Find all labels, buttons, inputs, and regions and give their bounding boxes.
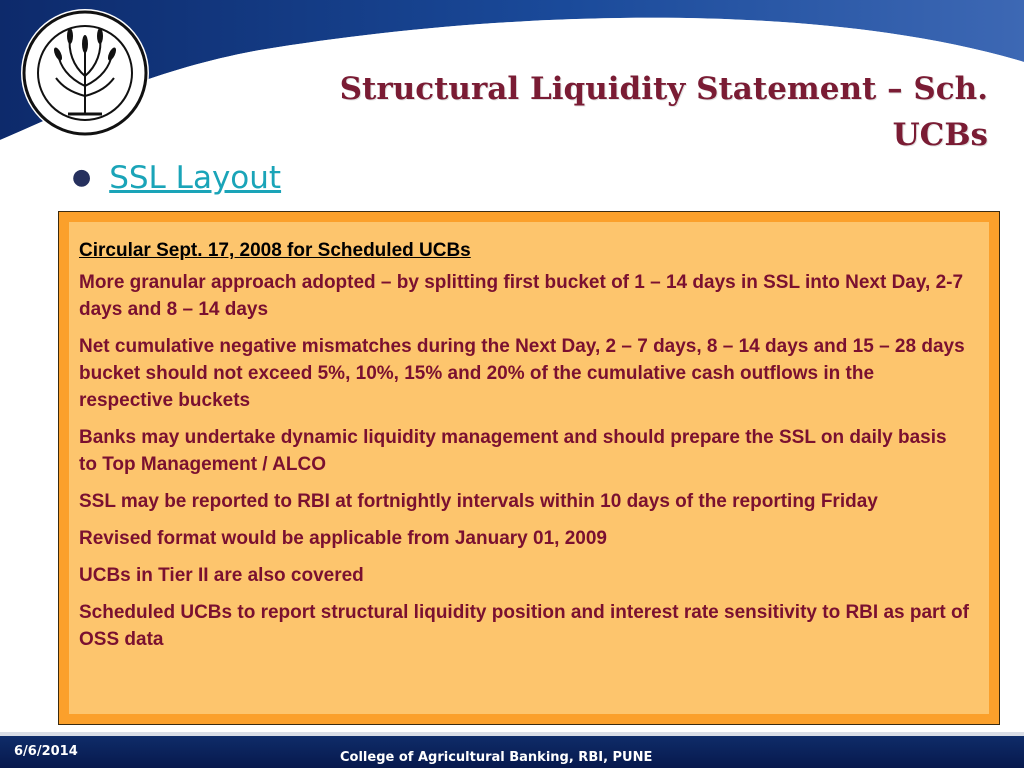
footer-date: 6/6/2014 <box>14 744 78 759</box>
slide-title-line2: UCBs <box>892 117 988 153</box>
footer-organization: College of Agricultural Banking, RBI, PUNE <box>340 750 653 765</box>
content-box <box>58 211 1000 725</box>
box-paragraph: UCBs in Tier II are also covered <box>79 565 364 586</box>
slide-title <box>288 66 988 158</box>
box-paragraph: Net cumulative negative mismatches during the Next Day, 2 – 7 days, 8 – 14 days and 15 – 28 days bucket should not exceed 5%, 10%, 15% and 20% of the cumulative cash outflows in the respective buckets <box>79 336 965 411</box>
bullet-dot-icon: ● <box>72 165 92 190</box>
box-paragraph: Banks may undertake dynamic liquidity management and should prepare the SSL on daily basis to Top Management / ALCO <box>79 427 947 475</box>
box-paragraph: SSL may be reported to RBI at fortnightly intervals within 10 days of the reporting Friday <box>79 491 878 512</box>
bullet-item <box>72 160 281 196</box>
circular-heading: Circular Sept. 17, 2008 for Scheduled UCBs <box>79 240 471 261</box>
box-paragraph: Revised format would be applicable from January 01, 2009 <box>79 528 607 549</box>
content-box-inner <box>69 222 989 714</box>
box-paragraph: More granular approach adopted – by splitting first bucket of 1 – 14 days in SSL into Next Day, 2-7 days and 8 – 14 days <box>79 272 964 320</box>
slide-title-line1: Structural Liquidity Statement – Sch. <box>339 71 988 107</box>
ssl-layout-link[interactable]: SSL Layout <box>109 160 282 196</box>
box-paragraph: Scheduled UCBs to report structural liquidity position and interest rate sensitivity to RBI as part of OSS data <box>79 602 969 650</box>
college-seal-icon <box>18 6 152 140</box>
